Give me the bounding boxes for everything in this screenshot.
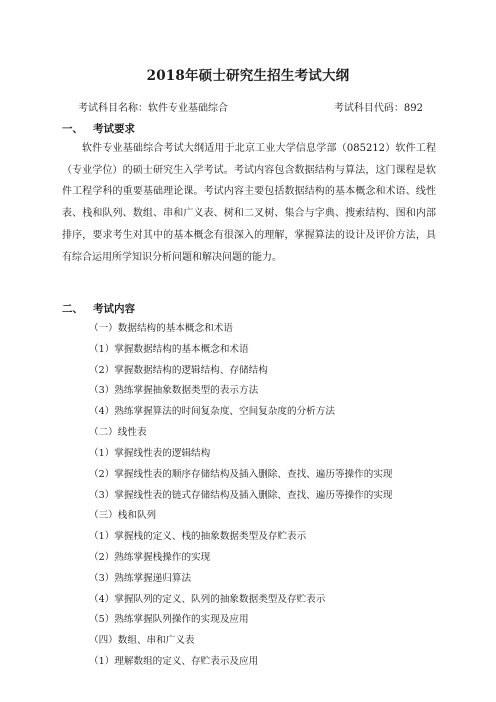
- content-item: （1）掌握线性表的逻辑结构: [89, 447, 211, 459]
- subject-name: 考试科目名称：软件专业基础综合: [78, 103, 228, 114]
- content-item: （5）熟练掌握队列操作的实现及应用: [89, 614, 249, 626]
- content-item: （3）熟练掌握抽象数据类型的表示方法: [89, 385, 259, 397]
- content-item: （3）熟练掌握递归算法: [89, 572, 192, 584]
- content-item: （1）掌握数据结构的基本概念和术语: [89, 343, 249, 355]
- content-item: （4）熟练掌握算法的时间复杂度、空间复杂度的分析方法: [89, 406, 335, 418]
- content-item: （2）熟练掌握栈操作的实现: [89, 551, 211, 563]
- section-title: 考试内容: [93, 303, 135, 315]
- section-heading-requirements: [62, 121, 135, 136]
- content-item: （四）数组、串和广义表: [89, 635, 195, 647]
- content-item: （1）掌握栈的定义、栈的抽象数据类型及存贮表示: [89, 531, 307, 543]
- content-item: （2）掌握数据结构的逻辑结构、存储结构: [89, 364, 268, 376]
- content-item: （二）线性表: [89, 427, 147, 439]
- content-item: （2）掌握线性表的顺序存储结构及插入删除、查找、遍历等操作的实现: [89, 468, 393, 480]
- content-item: （一）数据结构的基本概念和术语: [89, 323, 233, 334]
- section-title: 考试要求: [93, 123, 135, 135]
- section-number: 二、: [62, 303, 83, 315]
- page-title: 2018年硕士研究生招生考试大纲: [146, 68, 350, 84]
- content-item: （三）栈和队列: [89, 510, 157, 522]
- subject-code: 考试科目代码：892: [333, 103, 423, 114]
- content-item: （1）理解数组的定义、存贮表示及应用: [89, 656, 259, 667]
- section-heading-content: [62, 301, 135, 316]
- content-item: （3）掌握线性表的链式存储结构及插入删除、查找、遍历等操作的实现: [89, 489, 393, 501]
- subject-info-row: [78, 99, 423, 114]
- section-number: 一、: [62, 123, 83, 135]
- content-item: （4）掌握队列的定义、队列的抽象数据类型及存贮表示: [89, 593, 326, 605]
- content-list: [89, 319, 393, 673]
- requirements-paragraph: 软件专业基础综合考试大纲适用于北京工业大学信息学部（085212）软件工程（专业学位）的硕士研究生入学考试。考试内容包含数据结构与算法，这门课程是软件工程学科的重要基础理论课。考试内容主要包括数据结构的基本概念和术语、线性表、栈和队列、数组、串和广义表、树和二叉树、集合与字典、搜索结构、图和内部排序，要求考生对其中的基本概念有很深入的理解，掌握算法的设计及评价方法，具有综合运用所学知识分析问题和解决问题的能力。: [62, 143, 436, 263]
